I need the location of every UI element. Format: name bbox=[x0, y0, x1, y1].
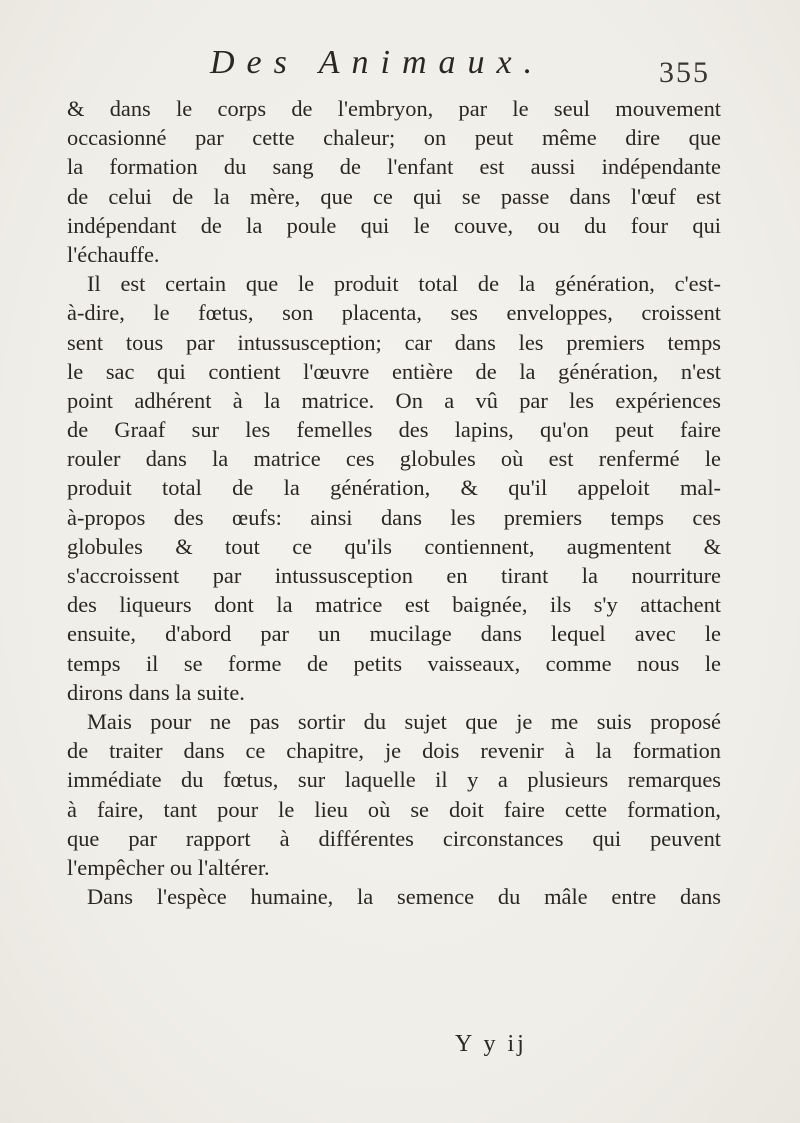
text-line: que par rapport à différentes circonstances qui peuvent bbox=[67, 825, 721, 851]
text-line: ensuite, d'abord par un mucilage dans lequel avec le bbox=[67, 621, 721, 647]
text-line: Il est certain que le produit total de la génération, c'est- bbox=[87, 271, 721, 297]
text-line: l'empêcher ou l'altérer. bbox=[67, 854, 270, 880]
signature-mark: Y y ij bbox=[455, 1031, 527, 1057]
text-line: & dans le corps de l'embryon, par le seul mouvement bbox=[67, 96, 721, 121]
text-line: à-dire, le fœtus, son placenta, ses enveloppes, croissent bbox=[67, 300, 721, 326]
text-line: des liqueurs dont la matrice est baignée, ils s'y attachent bbox=[67, 592, 721, 618]
text-line: point adhérent à la matrice. On a vû par les expériences bbox=[67, 387, 721, 413]
text-line: à-propos des œufs: ainsi dans les premiers temps ces bbox=[67, 504, 721, 530]
text-line: temps il se forme de petits vaisseaux, comme nous le bbox=[67, 650, 721, 676]
text-line: produit total de la génération, & qu'il appeloit mal- bbox=[67, 475, 721, 501]
running-title: Des Animaux. bbox=[210, 44, 545, 81]
page-number: 355 bbox=[659, 56, 710, 89]
body-text bbox=[67, 94, 721, 911]
text-line: immédiate du fœtus, sur laquelle il y a plusieurs remarques bbox=[67, 767, 721, 793]
text-line: indépendant de la poule qui le couve, ou du four qui bbox=[67, 212, 721, 238]
text-line: à faire, tant pour le lieu où se doit faire cette formation, bbox=[67, 796, 721, 822]
text-line: rouler dans la matrice ces globules où est renfermé le bbox=[67, 446, 721, 472]
text-line: le sac qui contient l'œuvre entière de la génération, n'est bbox=[67, 358, 721, 384]
text-line: Dans l'espèce humaine, la semence du mâle entre dans bbox=[87, 884, 721, 910]
text-line: s'accroissent par intussusception en tirant la nourriture bbox=[67, 563, 721, 588]
text-line: l'échauffe. bbox=[67, 241, 160, 267]
text-line: globules & tout ce qu'ils contiennent, augmentent & bbox=[67, 533, 721, 559]
text-line: sent tous par intussusception; car dans les premiers temps bbox=[67, 329, 721, 355]
text-line: Mais pour ne pas sortir du sujet que je me suis proposé bbox=[87, 708, 721, 734]
text-line: de Graaf sur les femelles des lapins, qu'on peut faire bbox=[67, 417, 721, 443]
text-line: occasionné par cette chaleur; on peut même dire que bbox=[67, 125, 721, 151]
text-line: de celui de la mère, que ce qui se passe dans l'œuf est bbox=[67, 183, 721, 209]
text-line: de traiter dans ce chapitre, je dois revenir à la formation bbox=[67, 738, 721, 764]
page-header bbox=[120, 44, 720, 94]
text-line: dirons dans la suite. bbox=[67, 679, 245, 705]
text-line: la formation du sang de l'enfant est aussi indépendante bbox=[67, 154, 721, 180]
